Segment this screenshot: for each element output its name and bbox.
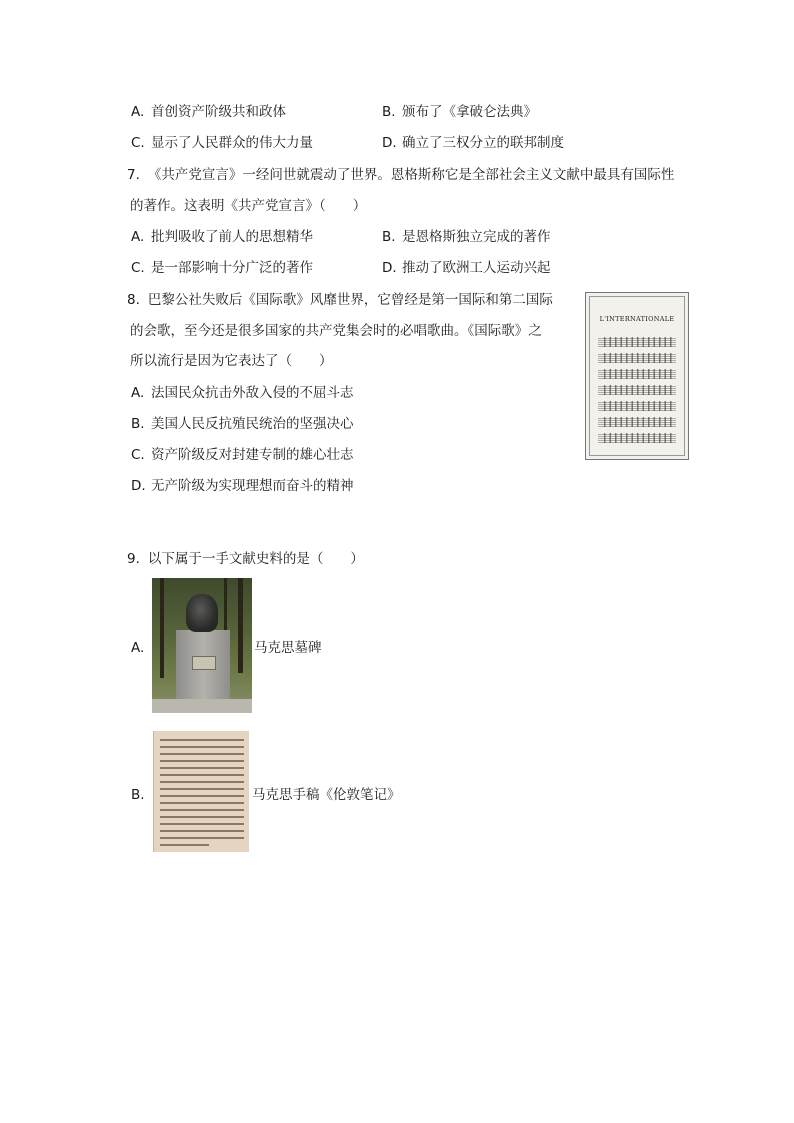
question-text: 巴黎公社失败后《国际歌》风靡世界，它曾经是第一国际和第二国际 [147, 292, 553, 308]
option-text: 无产阶级为实现理想而奋斗的精神 [151, 478, 354, 494]
option-letter: B. [382, 229, 396, 245]
option-letter: C. [131, 447, 145, 463]
option-text: 资产阶级反对封建专制的雄心壮志 [151, 447, 354, 463]
q9-stem [127, 550, 364, 568]
q8-option-b[interactable] [131, 415, 354, 433]
internationale-score-image [585, 292, 689, 460]
handwriting-line [160, 746, 244, 748]
tomb-base [152, 699, 252, 713]
option-text: 推动了欧洲工人运动兴起 [402, 260, 551, 276]
music-notes [600, 433, 674, 443]
q7-option-c[interactable] [131, 259, 313, 277]
q8-stem-line2: 的会歌，至今还是很多国家的共产党集会时的必唱歌曲。《国际歌》之 [130, 323, 542, 339]
option-letter: C. [131, 135, 145, 151]
option-text: 确立了三权分立的联邦制度 [402, 135, 564, 151]
question-text: 以下属于一手文献史料的是（ ） [147, 551, 364, 567]
q9-option-a-text[interactable]: 马克思墓碑 [254, 640, 322, 656]
handwriting-line [160, 823, 244, 825]
handwriting-line [160, 739, 244, 741]
option-text: 颁布了《拿破仑法典》 [402, 104, 537, 120]
marx-manuscript-photo [153, 731, 249, 852]
score-title: L'INTERNATIONALE [599, 315, 675, 323]
q6-option-c[interactable] [131, 134, 313, 152]
handwriting-line [160, 844, 209, 846]
q8-option-c[interactable] [131, 446, 354, 464]
music-notes [600, 401, 674, 411]
q7-stem-line2: 的著作。这表明《共产党宣言》（ ） [130, 198, 367, 214]
q9-option-b-text[interactable]: 马克思手稿《伦敦笔记》 [252, 787, 401, 803]
marx-tomb-photo [152, 578, 252, 713]
q6-option-b[interactable] [382, 103, 537, 121]
marx-bust [186, 594, 218, 632]
q7-option-a[interactable] [131, 228, 313, 246]
handwriting-line [160, 760, 244, 762]
music-notes [600, 417, 674, 427]
q8-stem-line1 [127, 291, 553, 309]
q8-stem-line3: 所以流行是因为它表达了（ ） [130, 353, 333, 369]
option-text: 是恩格斯独立完成的著作 [402, 229, 551, 245]
option-text: 是一部影响十分广泛的著作 [151, 260, 313, 276]
tree-trunk [224, 578, 227, 638]
option-letter: C. [131, 260, 145, 276]
q7-option-d[interactable] [382, 259, 551, 277]
tomb-plaque [192, 656, 216, 670]
question-number: 9. [127, 551, 140, 567]
handwriting-line [160, 816, 244, 818]
option-letter: B. [382, 104, 396, 120]
option-letter: D. [131, 478, 146, 494]
music-notes [600, 369, 674, 379]
question-number: 7. [127, 167, 140, 183]
option-text: 批判吸收了前人的思想精华 [151, 229, 313, 245]
handwriting-line [160, 809, 244, 811]
q7-option-b[interactable] [382, 228, 551, 246]
option-letter: D. [382, 260, 397, 276]
handwriting-line [160, 774, 244, 776]
option-letter: A. [131, 385, 145, 401]
handwriting-line [160, 781, 244, 783]
question-text: 《共产党宣言》一经问世就震动了世界。恩格斯称它是全部社会主义文献中最具有国际性 [147, 167, 675, 183]
option-text: 法国民众抗击外敌入侵的不屈斗志 [151, 385, 354, 401]
option-text: 首创资产阶级共和政体 [151, 104, 286, 120]
handwriting-line [160, 837, 244, 839]
option-text: 美国人民反抗殖民统治的坚强决心 [151, 416, 354, 432]
q7-stem-line1 [127, 166, 674, 184]
handwriting-line [160, 788, 244, 790]
tree-trunk [238, 578, 243, 673]
handwriting-line [160, 753, 244, 755]
q8-option-a[interactable] [131, 384, 354, 402]
q6-option-d[interactable] [382, 134, 564, 152]
q9-option-b-letter[interactable]: B. [131, 787, 145, 803]
music-notes [600, 353, 674, 363]
option-letter: A. [131, 229, 145, 245]
music-notes [600, 385, 674, 395]
music-notes [600, 337, 674, 347]
question-number: 8. [127, 292, 140, 308]
option-letter: A. [131, 104, 145, 120]
option-text: 显示了人民群众的伟大力量 [151, 135, 313, 151]
q6-option-a[interactable] [131, 103, 286, 121]
handwriting-line [160, 802, 244, 804]
q9-option-a-letter[interactable]: A. [131, 640, 145, 656]
handwriting-line [160, 767, 244, 769]
option-letter: D. [382, 135, 397, 151]
q8-option-d[interactable] [131, 477, 354, 495]
handwriting-line [160, 830, 244, 832]
handwriting-line [160, 795, 244, 797]
tree-trunk [160, 578, 164, 678]
option-letter: B. [131, 416, 145, 432]
